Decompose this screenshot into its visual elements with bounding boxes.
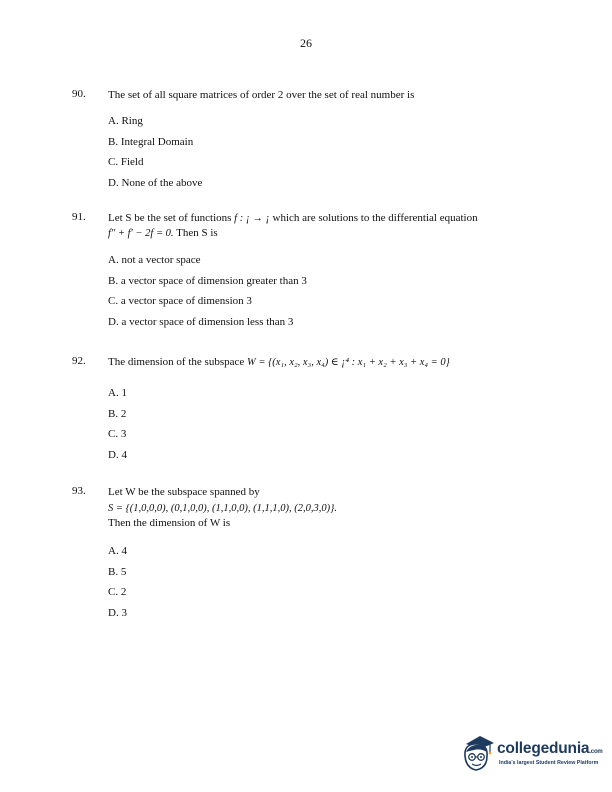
option-c: C. Field bbox=[108, 156, 144, 168]
question-stem: The set of all square matrices of order 2 over the set of real number is bbox=[108, 89, 415, 101]
option-d: D. 3 bbox=[108, 606, 127, 619]
function-expression: f : ¡ → ¡ bbox=[234, 213, 270, 224]
page-number: 26 bbox=[300, 36, 312, 50]
question-stem-line3: Then the dimension of W is bbox=[108, 517, 231, 529]
question-stem bbox=[108, 355, 552, 370]
student-mascot-icon bbox=[460, 730, 496, 776]
question-number: 92. bbox=[72, 355, 86, 367]
option-list bbox=[108, 544, 552, 626]
question-number: 93. bbox=[72, 485, 86, 497]
spanning-set-expression: S = {(1,0,0,0), (0,1,0,0), (1,1,0,0), (1,1,1,0), (2,0,3,0)}. bbox=[108, 503, 337, 514]
option-d: D. None of the above bbox=[108, 176, 203, 189]
logo-suffix: .com bbox=[589, 749, 603, 755]
subspace-definition: W = {(x₁, x₂, x₃, x₄) ∈ ¡⁴ : x₁ + x₂ + x₃ + x₄ = 0} bbox=[247, 357, 450, 368]
option-list bbox=[108, 253, 552, 335]
stem-line2-text: Then S is bbox=[176, 227, 218, 239]
option-b: B. a vector space of dimension greater than 3 bbox=[108, 274, 307, 287]
stem-text: The dimension of the subspace bbox=[108, 356, 245, 368]
spanning-set bbox=[108, 501, 552, 516]
question-number: 90. bbox=[72, 88, 86, 100]
stem-tail: which are solutions to the differential equation bbox=[272, 212, 478, 224]
logo-wordmark bbox=[497, 740, 603, 758]
option-c: C. 2 bbox=[108, 586, 127, 598]
option-d: D. 4 bbox=[108, 448, 127, 461]
logo-tagline: India's largest Student Review Platform bbox=[499, 760, 599, 766]
question-stem: Let W be the subspace spanned by bbox=[108, 486, 260, 498]
option-a: A. 1 bbox=[108, 387, 127, 399]
option-a: A. 4 bbox=[108, 545, 127, 557]
option-b: B. Integral Domain bbox=[108, 135, 194, 148]
differential-equation: f″ + f′ − 2f = 0. bbox=[108, 228, 174, 239]
option-b: B. 2 bbox=[108, 407, 127, 420]
option-a: A. not a vector space bbox=[108, 254, 201, 266]
question-number: 91. bbox=[72, 211, 86, 223]
option-d: D. a vector space of dimension less than 3 bbox=[108, 315, 294, 328]
option-list bbox=[108, 114, 552, 196]
logo-name: collegedunia bbox=[497, 740, 590, 757]
option-b: B. 5 bbox=[108, 565, 127, 578]
collegedunia-logo bbox=[460, 730, 605, 780]
option-list bbox=[108, 386, 552, 468]
option-a: A. Ring bbox=[108, 115, 143, 127]
option-c: C. a vector space of dimension 3 bbox=[108, 295, 252, 307]
stem-text: Let S be the set of functions bbox=[108, 212, 232, 224]
option-c: C. 3 bbox=[108, 428, 127, 440]
question-stem bbox=[108, 211, 552, 226]
question-stem-line2 bbox=[108, 226, 552, 241]
